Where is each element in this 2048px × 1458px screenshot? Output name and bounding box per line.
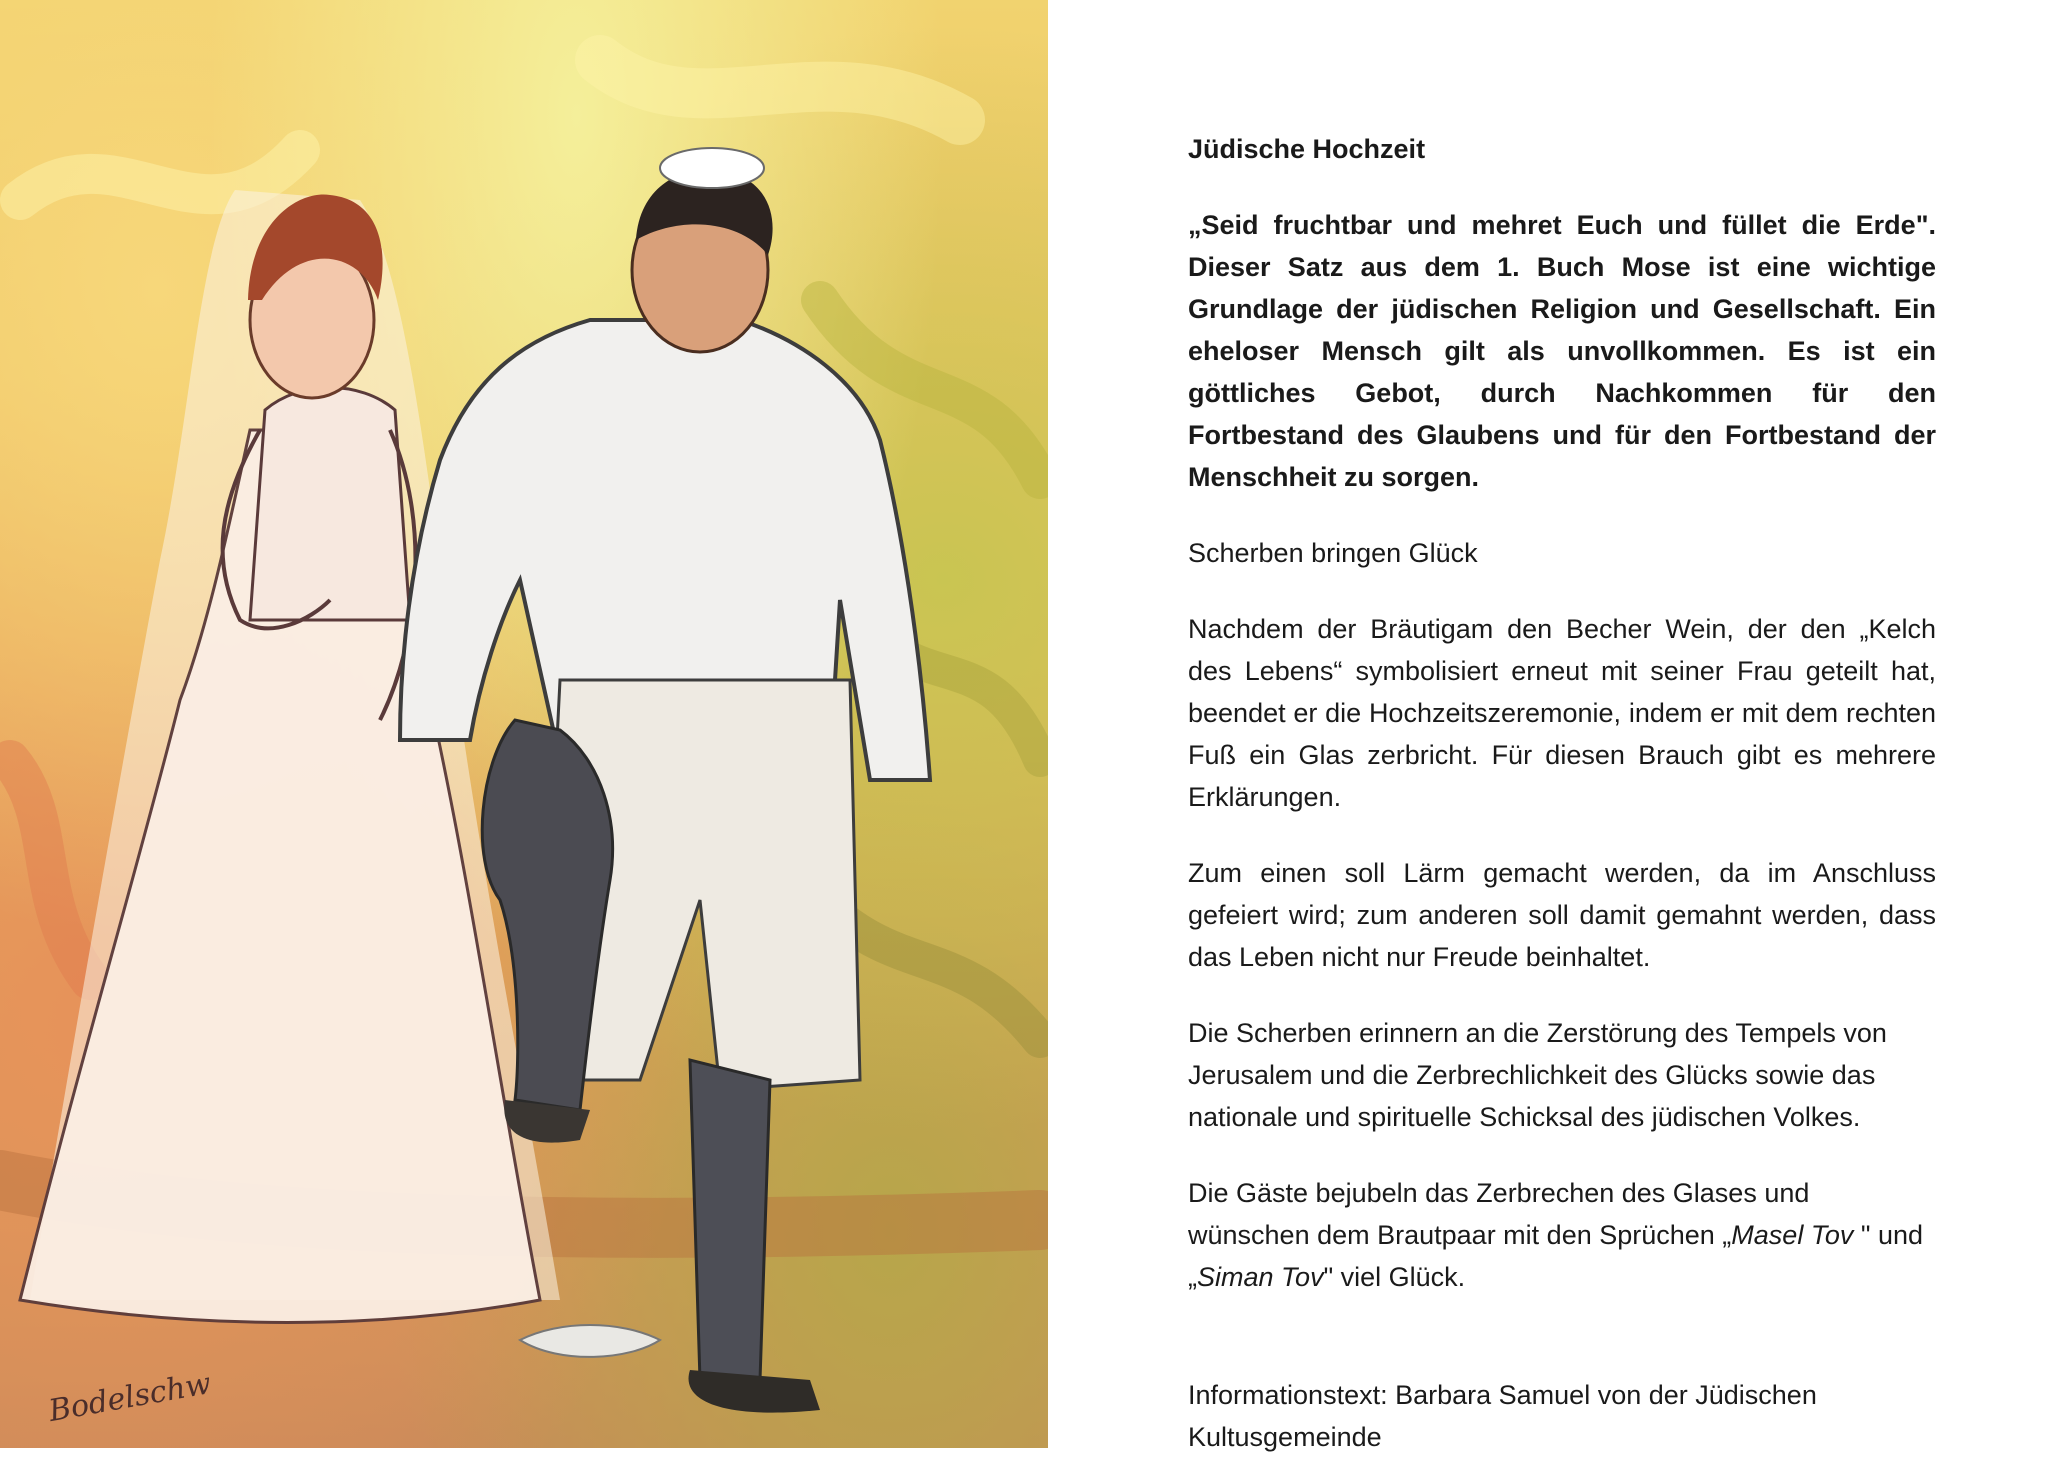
paragraph-4-end: " viel Glück. xyxy=(1323,1262,1466,1292)
article-subtitle: Scherben bringen Glück xyxy=(1188,538,1478,568)
credit-line: Informationstext: Barbara Samuel von der Jüdischen Kultusgemeinde xyxy=(1188,1380,1817,1452)
paragraph-4 xyxy=(1188,1172,1936,1298)
signature-text: Bodelschw xyxy=(46,1366,214,1429)
paragraph-3: Die Scherben erinnern an die Zerstörung des Tempels von Jerusalem und die Zerbrechlichkeit des Glücks sowie das nationale und spirituelle Schicksal des jüdischen Volkes. xyxy=(1188,1018,1887,1132)
article-title: Jüdische Hochzeit xyxy=(1188,134,1426,164)
phrase-masel-tov: Masel Tov xyxy=(1731,1220,1854,1250)
paragraph-4-start: Die Gäste bejubeln das Zerbrechen des Glases und wünschen dem Brautpaar mit den Sprüchen „ xyxy=(1188,1178,1810,1250)
article-text xyxy=(1188,128,1936,1458)
phrase-siman-tov: Siman Tov xyxy=(1197,1262,1324,1292)
paragraph-2: Zum einen soll Lärm gemacht werden, da im Anschluss gefeiert wird; zum anderen soll damit gemahnt werden, dass das Leben nicht nur Freude beinhaltet. xyxy=(1188,858,1936,972)
paragraph-1: Nachdem der Bräutigam den Becher Wein, der den „Kelch des Lebens“ symbolisiert erneut mit seiner Frau geteilt hat, beendet er die Hochzeitszeremonie, indem er mit dem rechten Fuß ein Glas zerbricht. Für diesen Brauch gibt es mehrere Erklärungen. xyxy=(1188,614,1936,812)
paragraph-4-mid: " und „ xyxy=(1188,1220,1923,1292)
intro-paragraph: „Seid fruchtbar und mehret Euch und füllet die Erde". Dieser Satz aus dem 1. Buch Mose ist eine wichtige Grundlage der jüdischen Religion und Gesellschaft. Ein eheloser Mensch gilt als unvollkommen. Es ist ein göttliches Gebot, durch Nachkommen für den Fortbestand des Glaubens und für den Fortbestand der Menschheit zu sorgen. xyxy=(1188,210,1936,492)
